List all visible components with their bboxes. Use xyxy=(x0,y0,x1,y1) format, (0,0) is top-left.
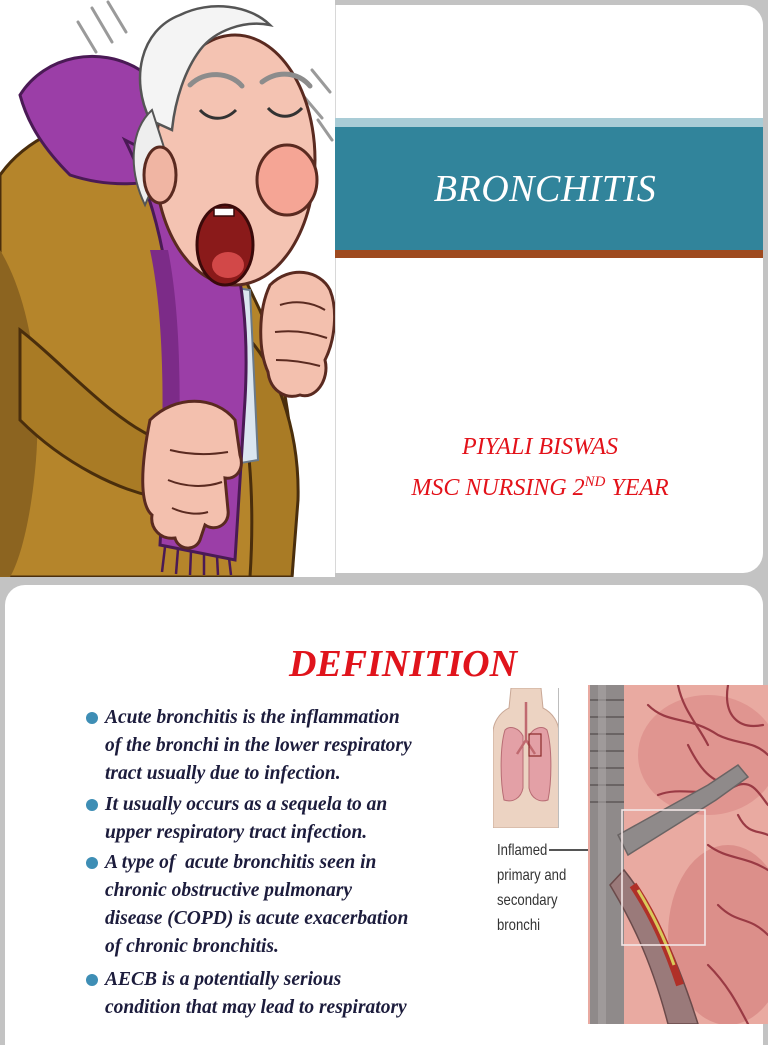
bullet-line: upper respiratory tract infection. xyxy=(105,822,368,843)
inflamed-bronchi-figure xyxy=(588,685,768,1024)
bullet-item xyxy=(86,849,486,961)
trachea-tube xyxy=(590,685,624,1024)
bullet-dot-icon xyxy=(86,857,98,869)
course-main: MSC NURSING 2 xyxy=(411,475,585,501)
figure-caption-line: Inflamed xyxy=(497,842,548,859)
right-fist xyxy=(261,272,335,396)
coughing-man-illustration xyxy=(0,0,335,577)
bullet-dot-icon xyxy=(86,974,98,986)
banner-bottom-strip xyxy=(335,250,763,258)
bullet-line: of the bronchi in the lower respiratory xyxy=(105,735,412,756)
bullet-line: tract usually due to infection. xyxy=(105,763,341,784)
banner-top-strip xyxy=(335,118,763,127)
bullet-item xyxy=(86,966,486,1022)
bullet-line: condition that may lead to respiratory xyxy=(105,997,407,1018)
bullet-line: AECB is a potentially serious xyxy=(105,969,342,990)
slide-title: BRONCHITIS xyxy=(433,168,657,210)
bullet-item xyxy=(86,791,486,847)
author-course xyxy=(335,473,745,503)
ear xyxy=(144,147,176,203)
bullet-line: A type of acute bronchitis seen in xyxy=(105,852,377,873)
figure-caption xyxy=(497,838,571,938)
bullet-item xyxy=(86,704,486,788)
inflamed-bronchi-closeup xyxy=(588,685,768,1024)
course-end: YEAR xyxy=(605,475,669,501)
bullet-line: disease (COPD) is acute exacerbation xyxy=(105,908,409,929)
torso-lungs-diagram xyxy=(493,688,559,828)
definition-title: DEFINITION xyxy=(288,643,518,685)
torso-lungs-figure xyxy=(493,688,559,828)
bullet-line: It usually occurs as a sequela to an xyxy=(105,794,388,815)
bullet-line: of chronic bronchitis. xyxy=(105,936,279,957)
bullet-dot-icon xyxy=(86,799,98,811)
figure-caption-line: primary and xyxy=(497,867,567,884)
nose xyxy=(257,145,317,215)
course-superscript: ND xyxy=(584,474,606,490)
figure-caption-line: bronchi xyxy=(497,917,541,934)
bullet-line: Acute bronchitis is the inflammation xyxy=(105,707,400,728)
bullet-line: chronic obstructive pulmonary xyxy=(105,880,353,901)
bullet-dot-icon xyxy=(86,712,98,724)
figure-caption-line: secondary xyxy=(497,892,558,909)
author-name: PIYALI BISWAS xyxy=(462,434,618,460)
coughing-man-cartoon xyxy=(0,0,335,577)
